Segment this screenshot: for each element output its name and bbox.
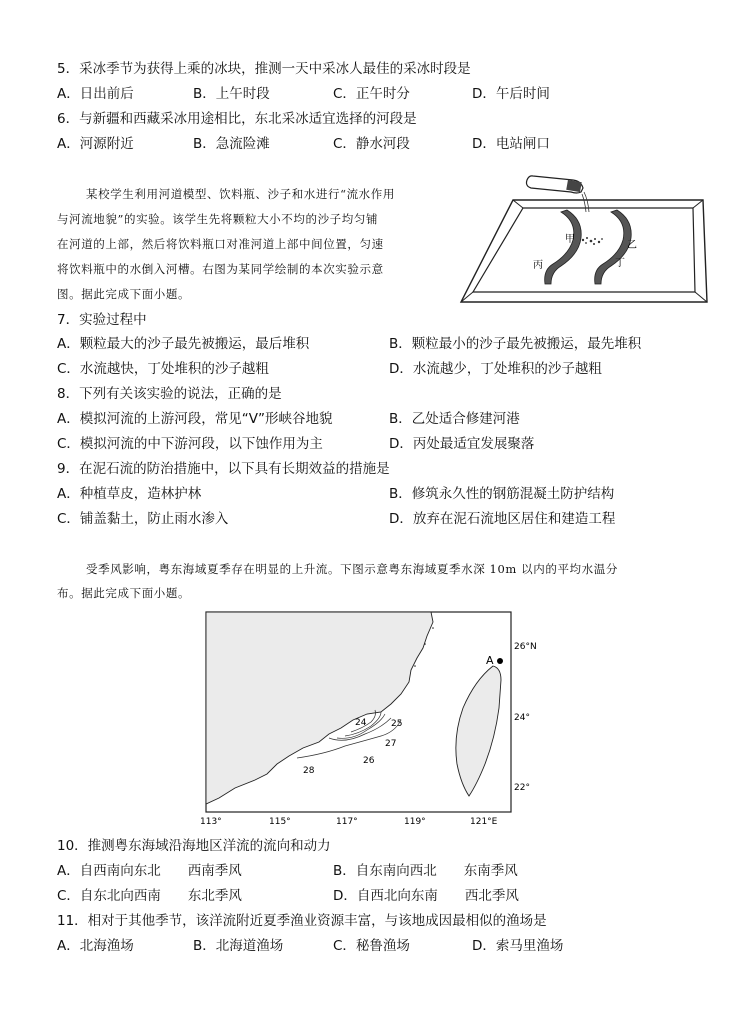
label-jia: 甲 [565, 234, 575, 245]
q6-option-b: B．急流险滩 [193, 136, 270, 152]
q7-option-b: B．颗粒最小的沙子最先被搬运，最先堆积 [389, 336, 642, 352]
passage-1-line: 某校学生利用河道模型、饮料瓶、沙子和水进行“流水作用 [86, 187, 395, 201]
point-a-marker [497, 658, 503, 664]
q10-stem: 10．推测粤东海域沿海地区洋流的流向和动力 [57, 838, 331, 854]
q5-option-b: B．上午时段 [193, 86, 270, 102]
point-a-label: A [486, 654, 494, 667]
q10-option-b: B．自东南向西北 东南季风 [333, 863, 518, 879]
q11-option-b: B．北海道渔场 [193, 938, 284, 954]
q8-stem: 8．下列有关该实验的说法，正确的是 [57, 386, 282, 402]
q9-option-a: A．种植草皮，造林护林 [57, 486, 202, 502]
passage-2-line: 受季风影响，粤东海域夏季存在明显的上升流。下图示意粤东海域夏季水深 10m 以内的平均水温分 [86, 562, 618, 576]
q11-stem: 11．相对于其他季节，该洋流附近夏季渔业资源丰富，与该地成因最相似的渔场是 [57, 913, 547, 929]
isotherm-label-26: 26 [363, 756, 375, 766]
q7-option-d: D．水流越少，丁处堆积的沙子越粗 [389, 361, 602, 377]
isotherm-label-28: 28 [303, 766, 315, 776]
q8-option-d: D．丙处最适宜发展聚落 [389, 436, 535, 452]
q11-option-d: D．索马里渔场 [472, 938, 564, 954]
q5-stem: 5．采冰季节为获得上乘的冰块，推测一天中采冰人最佳的采冰时段是 [57, 61, 471, 77]
q6-option-a: A．河源附近 [57, 136, 134, 152]
q9-option-d: D．放弃在泥石流地区居住和建造工程 [389, 511, 616, 527]
label-bing: 丙 [533, 260, 543, 271]
q6-option-d: D．电站闸口 [472, 136, 550, 152]
lon-label-117: 117° [336, 817, 358, 827]
lon-label-121: 121°E [470, 817, 498, 827]
lat-label-26: 26°N [514, 642, 537, 652]
q9-option-c: C．铺盖黏土，防止雨水渗入 [57, 511, 229, 527]
q8-option-c: C．模拟河流的中下游河段，以下蚀作用为主 [57, 436, 323, 452]
q8-option-a: A．模拟河流的上游河段，常见“V”形峡谷地貌 [57, 411, 333, 427]
q9-stem: 9．在泥石流的防治措施中，以下具有长期效益的措施是 [57, 461, 390, 477]
label-ding: 丁 [615, 258, 625, 269]
lat-label-22: 22° [514, 783, 530, 793]
q11-option-a: A．北海渔场 [57, 938, 134, 954]
lat-label-24: 24° [514, 713, 530, 723]
q5-option-d: D．午后时间 [472, 86, 550, 102]
passage-1-line: 将饮料瓶中的水倒入河槽。右图为某同学绘制的本次实验示意 [57, 262, 384, 276]
q6-stem: 6．与新疆和西藏采冰用途相比，东北采冰适宜选择的河段是 [57, 111, 417, 127]
passage-1-line: 图。据此完成下面小题。 [57, 287, 191, 301]
isotherm-label-27: 27 [385, 739, 397, 749]
lon-label-113: 113° [200, 817, 222, 827]
q10-option-a: A．自西南向东北 西南季风 [57, 863, 242, 879]
q11-option-c: C．秘鲁渔场 [333, 938, 410, 954]
passage-1-line: 在河道的上部，然后将饮料瓶口对准河道上部中间位置，匀速 [57, 237, 384, 251]
q7-option-c: C．水流越快，丁处堆积的沙子越粗 [57, 361, 269, 377]
q8-option-b: B．乙处适合修建河港 [389, 411, 520, 427]
sea-temperature-map [195, 608, 537, 830]
passage-2-line: 布。据此完成下面小题。 [57, 586, 191, 600]
lon-label-119: 119° [404, 817, 426, 827]
isotherm-label-25: 25 [391, 719, 403, 729]
passage-1-line: 与河流地貌”的实验。该学生先将颗粒大小不均的沙子均匀铺 [57, 212, 379, 226]
q6-option-c: C．静水河段 [333, 136, 410, 152]
q7-option-a: A．颗粒最大的沙子最先被搬运，最后堆积 [57, 336, 310, 352]
q10-option-c: C．自东北向西南 东北季风 [57, 888, 242, 904]
river-model-figure [455, 160, 717, 310]
q10-option-d: D．自西北向东南 西北季风 [333, 888, 519, 904]
lon-label-115: 115° [269, 817, 291, 827]
label-yi: 乙 [627, 240, 637, 251]
q5-option-c: C．正午时分 [333, 86, 410, 102]
isotherm-label-24: 24 [355, 718, 367, 728]
q5-option-a: A．日出前后 [57, 86, 134, 102]
q7-stem: 7．实验过程中 [57, 312, 147, 328]
q9-option-b: B．修筑永久性的钢筋混凝土防护结构 [389, 486, 615, 502]
